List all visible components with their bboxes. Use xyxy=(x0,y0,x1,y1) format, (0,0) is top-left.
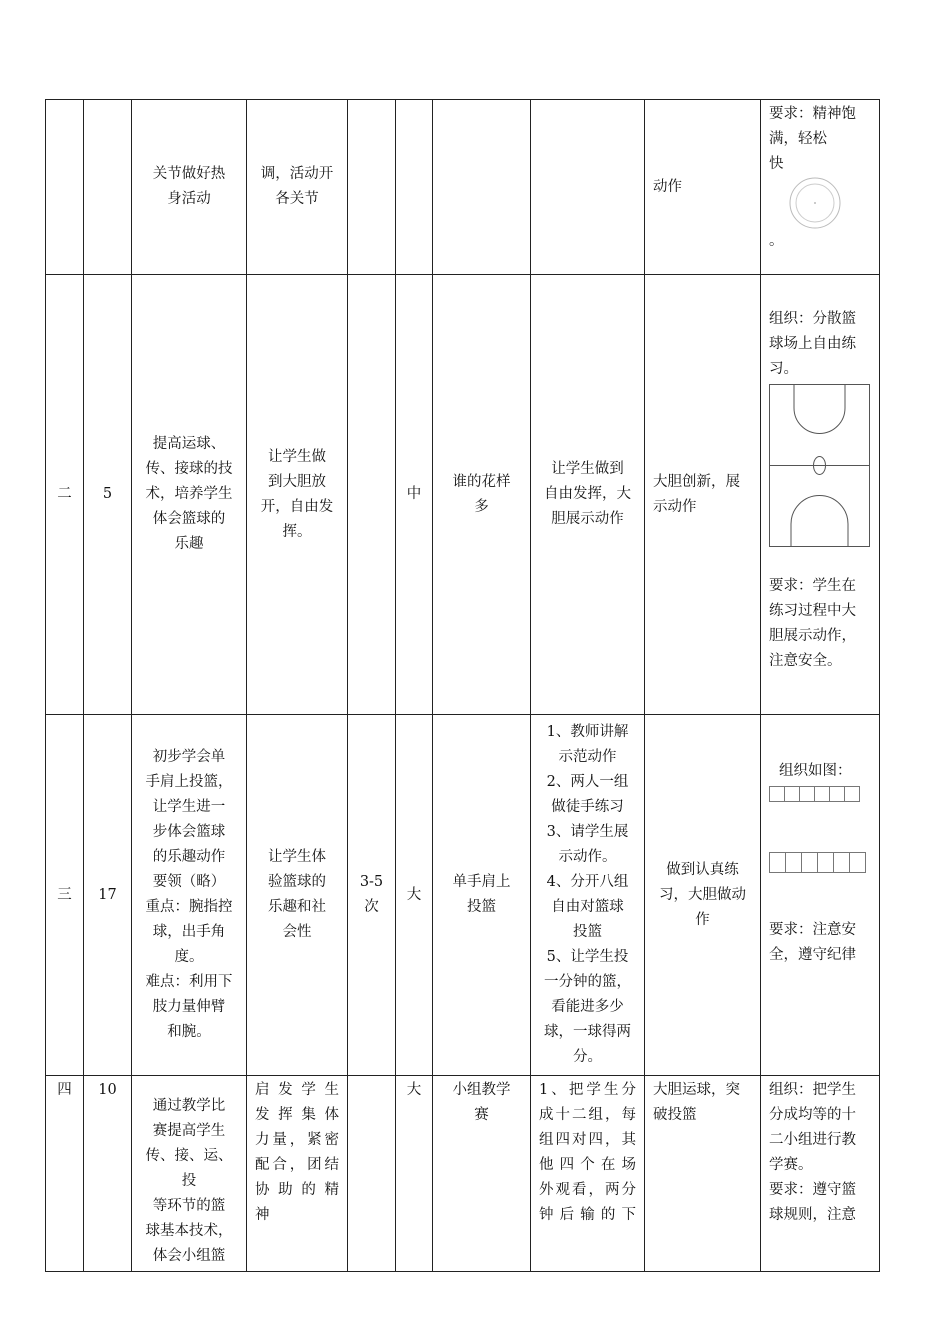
section-cell: 三 xyxy=(46,715,84,1076)
section-cell: 二 xyxy=(46,275,84,715)
content-cell: 单手肩上 投篮 xyxy=(433,715,531,1076)
content-cell xyxy=(433,100,531,275)
table-row xyxy=(46,1076,880,1272)
content-cell: 谁的花样 多 xyxy=(433,275,531,715)
purpose-cell: 启发学生 发挥集体 力量，紧密 配合，团结 协助的精 神 xyxy=(247,1076,348,1272)
count-cell xyxy=(348,1076,396,1272)
purpose-cell: 调，活动开 各关节 xyxy=(247,100,348,275)
method-cell: 让学生做到 自由发挥，大 胆展示动作 xyxy=(531,275,645,715)
time-cell: 10 xyxy=(84,1076,132,1272)
time-cell xyxy=(84,100,132,275)
purpose-cell: 让学生体 验篮球的 乐趣和社 会性 xyxy=(247,715,348,1076)
formation-grid-bottom xyxy=(769,852,867,874)
requirement-cell: 动作 xyxy=(645,100,761,275)
content-cell: 小组教学 赛 xyxy=(433,1076,531,1272)
count-cell: 3-5 次 xyxy=(348,715,396,1076)
table-row xyxy=(46,715,880,1076)
count-cell xyxy=(348,275,396,715)
purpose-cell: 让学生做 到大胆放 开，自由发 挥。 xyxy=(247,275,348,715)
method-cell: 1、把学生分 成十二组，每 组四对四，其 他四个在场 外观看，两分 钟后输的下 xyxy=(531,1076,645,1272)
section-cell xyxy=(46,100,84,275)
method-cell xyxy=(531,100,645,275)
requirement-cell: 做到认真练 习，大胆做动 作 xyxy=(645,715,761,1076)
time-cell: 17 xyxy=(84,715,132,1076)
organization-cell: 组织如图： 要求：注意安 全，遵守纪律 xyxy=(761,715,880,1076)
basketball-court-diagram xyxy=(769,384,871,548)
organization-cell: 要求：精神饱 满，轻松 快 。 xyxy=(761,100,880,275)
organization-cell: 组织：把学生 分成均等的十 二小组进行教 学赛。 要求：遵守篮 球规则，注意 xyxy=(761,1076,880,1272)
requirement-cell: 大胆创新，展 示动作 xyxy=(645,275,761,715)
intensity-cell xyxy=(396,100,433,275)
goal-cell: 初步学会单 手肩上投篮， 让学生进一 步体会篮球 的乐趣动作 要领（略） 重点：腕指控 球，出手角 度。 难点：利用下 肢力量伸臂 和腕。 xyxy=(132,715,247,1076)
goal-cell: 通过教学比 赛提高学生 传、接、运、投 等环节的篮 球基本技术， 体会小组篮 xyxy=(132,1076,247,1272)
section-cell: 四 xyxy=(46,1076,84,1272)
requirement-cell: 大胆运球，突 破投篮 xyxy=(645,1076,761,1272)
intensity-cell: 中 xyxy=(396,275,433,715)
intensity-cell: 大 xyxy=(396,715,433,1076)
circle-formation-diagram xyxy=(769,177,869,229)
organization-cell: 组织：分散篮 球场上自由练 习。 要求：学生在 练习过程中大 胆展示动作， 注意安全。 xyxy=(761,275,880,715)
goal-cell: 关节做好热 身活动 xyxy=(132,100,247,275)
table-row xyxy=(46,275,880,715)
method-cell: 1、教师讲解 示范动作 2、两人一组 做徒手练习 3、请学生展 示动作。 4、分开八组 自由对篮球 投篮 5、让学生投 一分钟的篮， 看能进多少 球，一球得两 分。 xyxy=(531,715,645,1076)
goal-cell: 提高运球、 传、接球的技 术，培养学生 体会篮球的 乐趣 xyxy=(132,275,247,715)
formation-grid-top xyxy=(769,786,861,804)
intensity-cell: 大 xyxy=(396,1076,433,1272)
time-cell: 5 xyxy=(84,275,132,715)
table-row xyxy=(46,100,880,275)
lesson-plan-table xyxy=(45,99,880,1272)
count-cell xyxy=(348,100,396,275)
